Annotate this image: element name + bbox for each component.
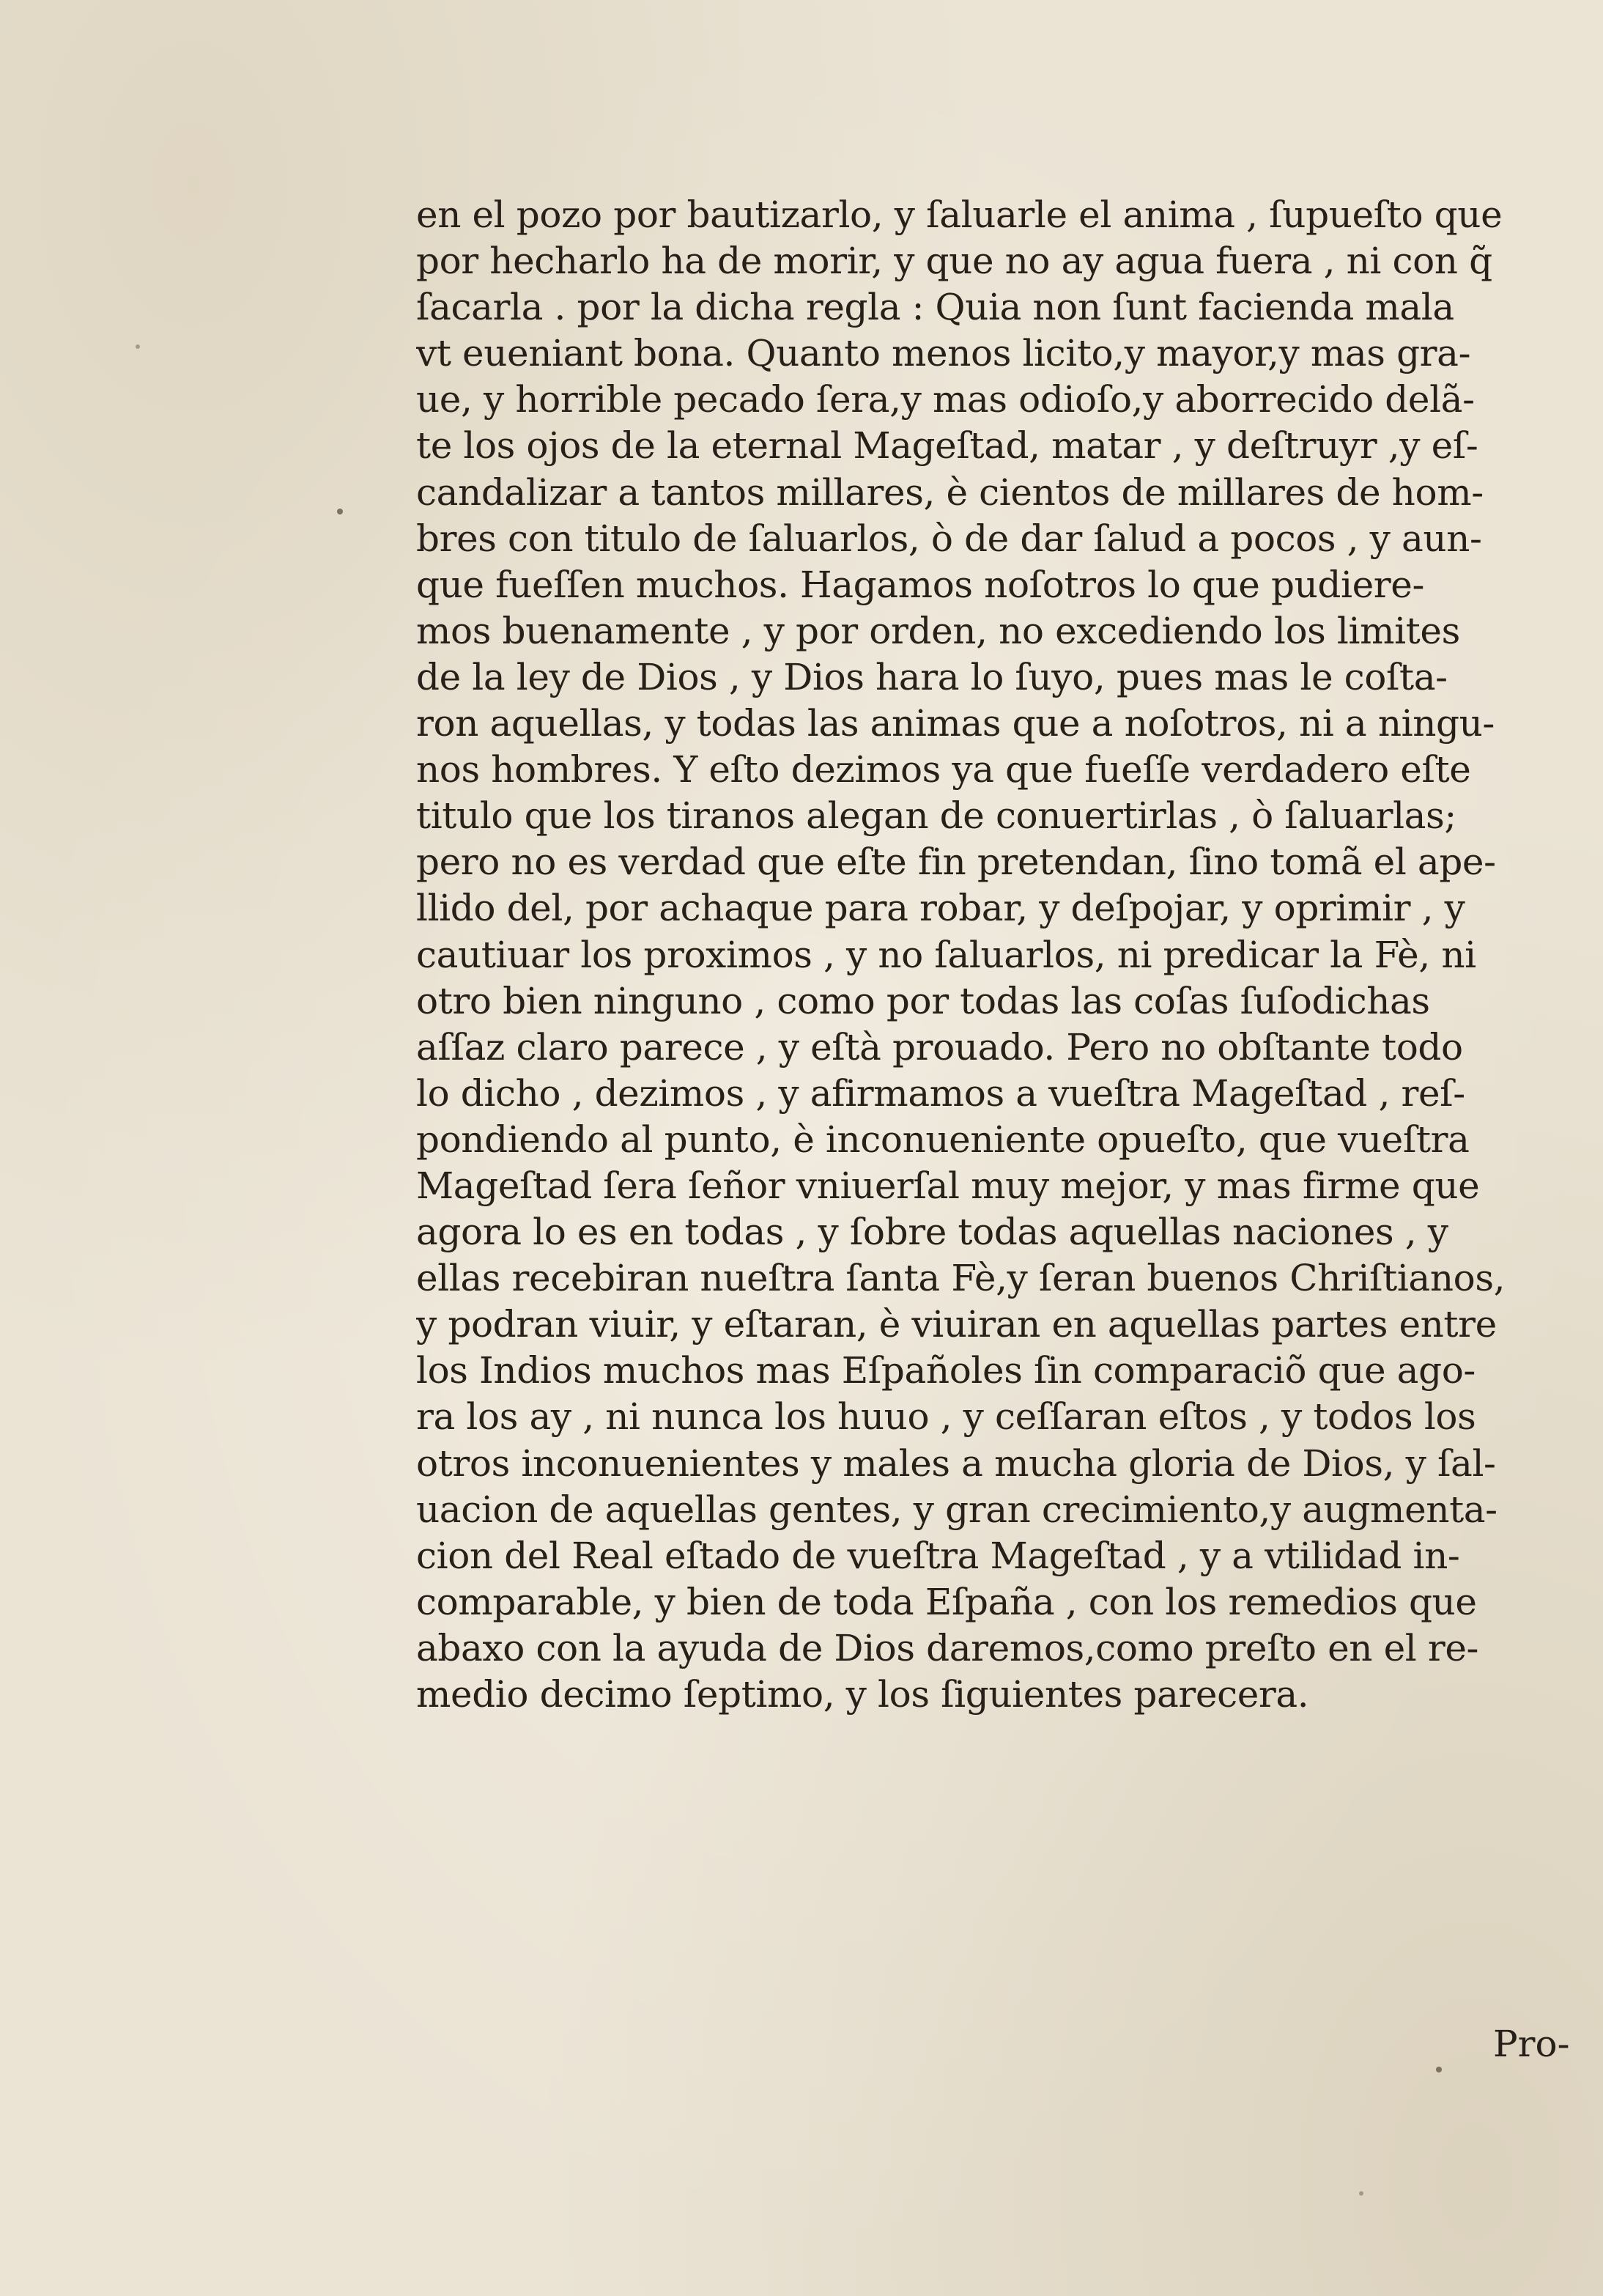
text-line: cion del Real eſtado de vueſtra Mageſtad , y a vtilidad in- [416,1534,1460,1577]
text-line: Mageſtad ſera ſeñor vniuerſal muy mejor, y mas firme que [416,1164,1480,1207]
text-line: bres con titulo de ſaluarlos, ò de dar ſalud a pocos , y aun- [416,517,1482,560]
text-line: te los ojos de la eternal Mageſtad, matar , y deſtruyr ,y eſ- [416,424,1478,468]
text-line: agora lo es en todas , y ſobre todas aquellas naciones , y [416,1211,1448,1254]
text-line: comparable, y bien de toda Eſpaña , con los remedios que [416,1580,1477,1623]
text-line: vt eueniant bona. Quanto menos licito,y mayor,y mas gra- [416,332,1471,375]
text-line: llido del, por achaque para robar, y deſpojar, y oprimir , y [416,887,1465,930]
text-line: pero no es verdad que eſte fin pretendan, ſino tomã el ape- [416,841,1496,884]
text-line: y podran viuir, y eſtaran, è viuiran en aquellas partes entre [416,1303,1497,1346]
text-line: lo dicho , dezimos , y afirmamos a vueſtra Mageſtad , reſ- [416,1071,1465,1115]
body-text [416,192,1603,1718]
page-speck [1436,2067,1442,2072]
page-speck [136,344,140,349]
text-line: uacion de aquellas gentes, y gran crecimiento,y augmenta- [416,1488,1498,1531]
text-line: mos buenamente , y por orden, no excediendo los limites [416,609,1460,652]
text-line: ellas recebiran nueſtra ſanta Fè,y ſeran buenos Chriſtianos, [416,1257,1506,1300]
text-line: por hecharlo ha de morir, y que no ay agua fuera , ni con q̃ [416,240,1492,283]
text-line: de la ley de Dios , y Dios hara lo ſuyo, pues mas le coſta- [416,655,1448,698]
text-line: medio decimo ſeptimo, y los ſiguientes parecera. [416,1673,1309,1716]
text-line: en el pozo por bautizarlo, y ſaluarle el anima , ſupueſto que [416,193,1503,236]
text-line: ron aquellas, y todas las animas que a noſotros, ni a ningu- [416,702,1495,745]
text-line: cautiuar los proximos , y no ſaluarlos, ni predicar la Fè, ni [416,933,1476,976]
text-line: titulo que los tiranos alegan de conuertirlas , ò ſaluarlas; [416,794,1456,838]
text-line: otro bien ninguno , como por todas las coſas ſuſodichas [416,979,1430,1022]
text-line: nos hombres. Y eſto dezimos ya que fueſſe verdadero eſte [416,748,1471,791]
text-line: candalizar a tantos millares, è cientos de millares de hom- [416,470,1484,514]
text-line: pondiendo al punto, è inconueniente opueſto, que vueſtra [416,1118,1470,1161]
text-line: otros inconuenientes y males a mucha gloria de Dios, y ſal- [416,1442,1496,1485]
page-speck [1359,2191,1363,2196]
text-line: aſſaz claro parece , y eſtà prouado. Pero no obſtante todo [416,1025,1463,1068]
page-speck [337,509,343,514]
catchword: Pro- [1493,2023,1570,2065]
text-line: ra los ay , ni nunca los huuo , y ceſſaran eſtos , y todos los [416,1395,1476,1439]
text-line: ſacarla . por la dicha regla : Quia non ſunt facienda mala [416,286,1454,329]
text-line: los Indios muchos mas Eſpañoles ſin comparaciõ que ago- [416,1349,1476,1392]
text-line: abaxo con la ayuda de Dios daremos,como preſto en el re- [416,1626,1479,1669]
text-line: ue, y horrible pecado ſera,y mas odioſo,y aborrecido delã- [416,378,1475,421]
text-line: que fueſſen muchos. Hagamos noſotros lo que pudiere- [416,563,1424,606]
